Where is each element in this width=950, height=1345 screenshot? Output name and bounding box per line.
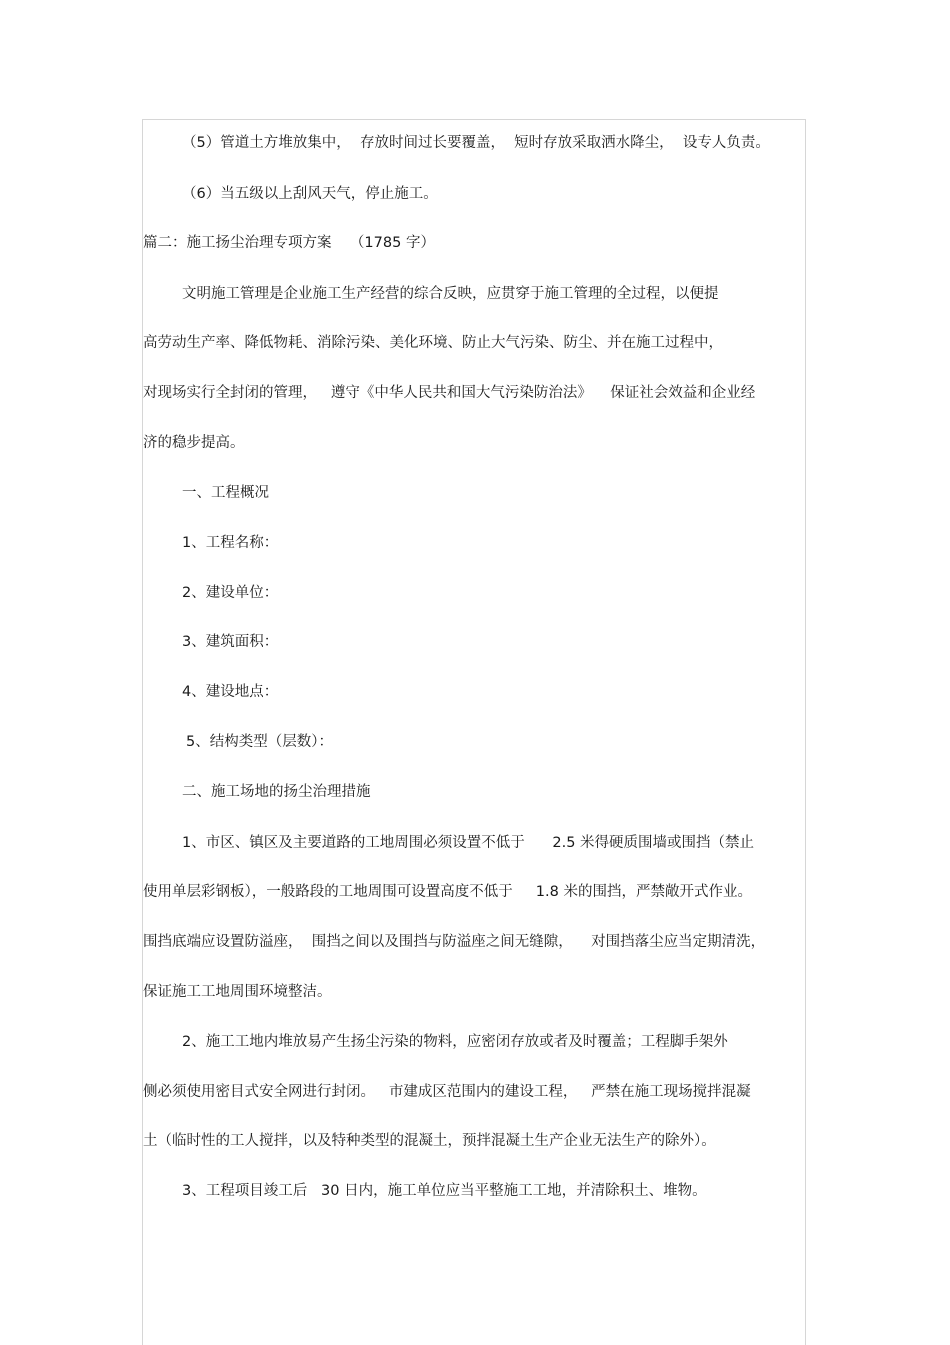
paragraph-line: 文明施工管理是企业施工生产经营的综合反映，应贯穿于施工管理的全过程，以便提: [182, 286, 719, 302]
list-item: 3、建筑面积：: [182, 634, 279, 650]
list-item: 1、工程名称：: [182, 535, 279, 551]
subsection-heading: 二、施工场地的扬尘治理措施: [182, 784, 371, 800]
list-item: 2、建设单位：: [182, 585, 279, 601]
paragraph-line: （5）管道土方堆放集中， 存放时间过长要覆盖， 短时存放采取洒水降尘， 设专人负责。: [182, 135, 770, 151]
paragraph-line: 2、施工工地内堆放易产生扬尘污染的物料，应密闭存放或者及时覆盖；工程脚手架外: [182, 1034, 728, 1050]
paragraph-line: 3、工程项目竣工后 30 日内，施工单位应当平整施工工地，并清除积土、堆物。: [182, 1183, 707, 1199]
subsection-heading: 一、工程概况: [182, 485, 269, 501]
paragraph-line: 使用单层彩钢板），一般路段的工地周围可设置高度不低于 1.8 米的围挡，严禁敞开式作业。: [143, 884, 752, 900]
paragraph-line: 1、市区、镇区及主要道路的工地周围必须设置不低于 2.5 米得硬质围墙或围挡（禁止: [182, 835, 755, 851]
paragraph-line: 对现场实行全封闭的管理， 遵守《中华人民共和国大气污染防治法》 保证社会效益和企业经: [143, 385, 756, 401]
paragraph-line: 侧必须使用密目式安全网进行封闭。 市建成区范围内的建设工程， 严禁在施工现场搅拌混凝: [143, 1084, 751, 1100]
paragraph-line: 保证施工工地周围环境整洁。: [143, 984, 332, 1000]
paragraph-line: （6）当五级以上刮风天气，停止施工。: [182, 186, 438, 202]
paragraph-line: 围挡底端应设置防溢座， 围挡之间以及围挡与防溢座之间无缝隙， 对围挡落尘应当定期清洗，: [143, 934, 766, 950]
paragraph-line: 土（临时性的工人搅拌，以及特种类型的混凝土，预拌混凝土生产企业无法生产的除外）。: [143, 1133, 716, 1149]
paragraph-line: 高劳动生产率、降低物耗、消除污染、美化环境、防止大气污染、防尘、并在施工过程中，: [143, 335, 723, 351]
paragraph-line: 济的稳步提高。: [143, 435, 245, 451]
section-heading: 篇二：施工扬尘治理专项方案 （1785 字）: [143, 235, 435, 251]
list-item: 4、建设地点：: [182, 684, 279, 700]
list-item: 5、结构类型（层数）：: [186, 734, 333, 750]
